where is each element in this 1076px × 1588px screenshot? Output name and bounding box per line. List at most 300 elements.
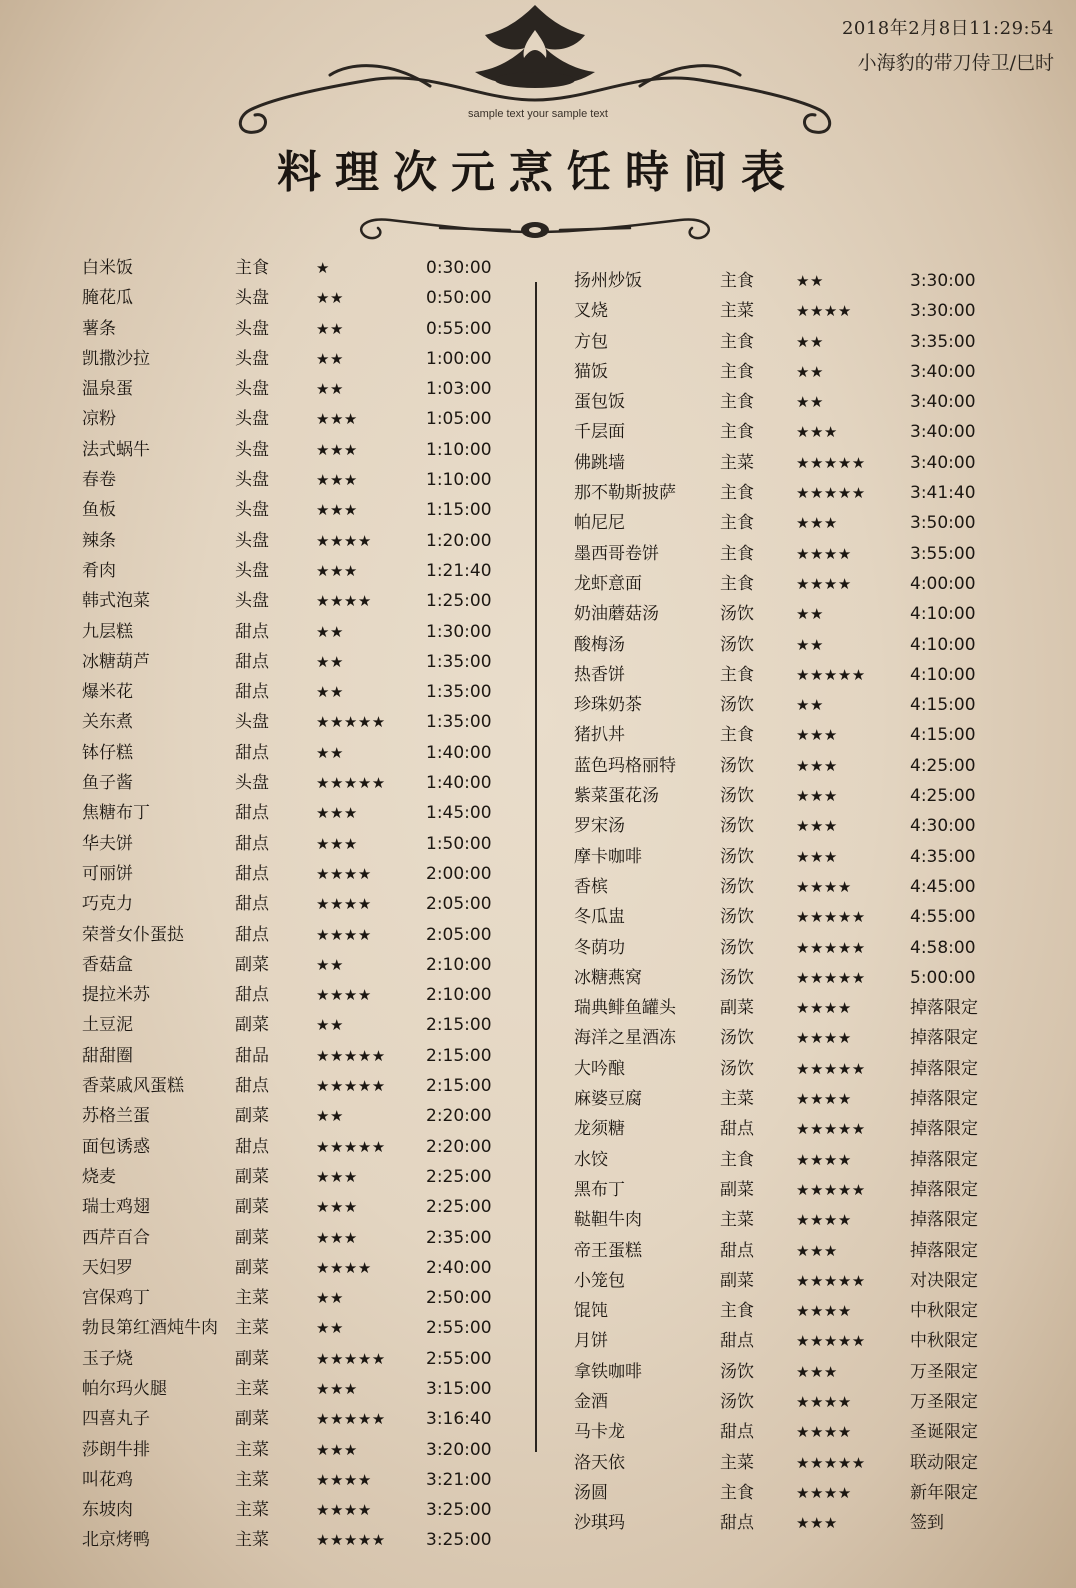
recipe-row	[574, 417, 994, 447]
recipe-stars: ★★★	[796, 514, 838, 533]
recipe-category: 副菜	[235, 954, 269, 975]
recipe-stars: ★★★★	[316, 1501, 372, 1520]
recipe-time: 1:20:00	[426, 530, 492, 551]
recipe-category: 副菜	[235, 1166, 269, 1187]
recipe-stars: ★★★★	[316, 895, 372, 914]
recipe-row	[574, 478, 994, 508]
recipe-category: 副菜	[235, 1227, 269, 1248]
recipe-row	[82, 859, 502, 889]
recipe-row	[82, 1374, 502, 1404]
recipe-category: 头盘	[235, 712, 269, 733]
recipe-time: 2:05:00	[426, 924, 492, 945]
recipe-stars: ★★	[316, 289, 344, 308]
recipe-time: 2:20:00	[426, 1136, 492, 1157]
recipe-row	[574, 296, 994, 326]
recipe-row	[574, 811, 994, 841]
recipe-category: 头盘	[235, 409, 269, 430]
recipe-time: 1:21:40	[426, 560, 492, 581]
recipe-category: 主菜	[235, 1288, 269, 1309]
recipe-stars: ★★★★	[316, 925, 372, 944]
recipe-name: 冬荫功	[574, 937, 625, 958]
ornament-top-flourish-icon	[230, 0, 840, 150]
recipe-time: 2:35:00	[426, 1227, 492, 1248]
recipe-name: 苏格兰蛋	[82, 1106, 150, 1127]
recipe-name: 奶油蘑菇汤	[574, 604, 659, 625]
recipe-row	[82, 1525, 502, 1555]
recipe-stars: ★★★★	[796, 999, 852, 1018]
recipe-category: 头盘	[235, 591, 269, 612]
recipe-name: 华夫饼	[82, 833, 133, 854]
recipe-stars: ★★★	[796, 1514, 838, 1533]
recipe-stars: ★★	[316, 1319, 344, 1338]
recipe-category: 汤饮	[720, 695, 754, 716]
recipe-category: 汤饮	[720, 1058, 754, 1079]
recipe-row	[82, 344, 502, 374]
recipe-name: 叫花鸡	[82, 1469, 133, 1490]
recipe-time: 1:40:00	[426, 742, 492, 763]
recipe-category: 主菜	[235, 1318, 269, 1339]
recipe-name: 北京烤鸭	[82, 1530, 150, 1551]
recipe-row	[574, 508, 994, 538]
recipe-row	[574, 266, 994, 296]
recipe-name: 猪扒丼	[574, 725, 625, 746]
recipe-category: 头盘	[235, 348, 269, 369]
recipe-stars: ★★★	[316, 1379, 358, 1398]
recipe-category: 主食	[720, 361, 754, 382]
recipe-time: 1:35:00	[426, 651, 492, 672]
recipe-stars: ★★	[316, 1016, 344, 1035]
recipe-time: 掉落限定	[910, 1149, 978, 1170]
recipe-category: 头盘	[235, 379, 269, 400]
recipe-stars: ★★★★★	[316, 713, 386, 732]
recipe-name: 荣誉女仆蛋挞	[82, 924, 184, 945]
recipe-time: 3:40:00	[910, 422, 976, 443]
ornament-bottom-flourish-icon	[350, 200, 720, 250]
recipe-stars: ★★★	[316, 804, 358, 823]
recipe-row	[574, 1508, 994, 1538]
recipe-name: 冰糖燕窝	[574, 967, 642, 988]
recipe-row	[574, 993, 994, 1023]
recipe-row	[574, 1478, 994, 1508]
recipe-category: 甜点	[720, 1240, 754, 1261]
recipe-time: 4:25:00	[910, 786, 976, 807]
recipe-stars: ★★★★	[796, 1302, 852, 1321]
recipe-category: 主菜	[235, 1378, 269, 1399]
recipe-category: 主食	[720, 422, 754, 443]
recipe-category: 甜点	[235, 682, 269, 703]
recipe-row	[82, 920, 502, 950]
recipe-category: 甜点	[235, 651, 269, 672]
recipe-category: 副菜	[235, 1106, 269, 1127]
recipe-name: 扬州炒饭	[574, 271, 642, 291]
recipe-time: 掉落限定	[910, 1089, 978, 1110]
recipe-name: 天妇罗	[82, 1257, 133, 1278]
recipe-stars: ★★★★	[796, 544, 852, 563]
recipe-row	[574, 599, 994, 629]
recipe-category: 主食	[720, 392, 754, 413]
recipe-time: 2:25:00	[426, 1197, 492, 1218]
recipe-stars: ★★★	[316, 501, 358, 520]
recipe-name: 叉烧	[574, 301, 608, 322]
recipe-name: 鞑靼牛肉	[574, 1210, 642, 1231]
recipe-row	[82, 1071, 502, 1101]
recipe-name: 香菜戚风蛋糕	[82, 1076, 184, 1097]
recipe-stars: ★★	[796, 332, 824, 351]
recipe-name: 韩式泡菜	[82, 591, 150, 612]
recipe-time: 联动限定	[910, 1452, 978, 1473]
recipe-stars: ★★★	[796, 1362, 838, 1381]
recipe-name: 腌花瓜	[82, 288, 133, 309]
recipe-name: 佛跳墙	[574, 452, 625, 473]
recipe-name: 关东煮	[82, 712, 133, 733]
recipe-name: 春卷	[82, 470, 116, 491]
recipe-row	[82, 465, 502, 495]
recipe-stars: ★★★	[316, 1228, 358, 1247]
recipe-stars: ★★★★★	[796, 453, 866, 472]
recipe-name: 温泉蛋	[82, 379, 133, 400]
recipe-name: 麻婆豆腐	[574, 1089, 642, 1110]
recipe-category: 甜点	[235, 985, 269, 1006]
recipe-name: 白米饭	[82, 258, 133, 278]
recipe-time: 掉落限定	[910, 1119, 978, 1140]
recipe-name: 帕尔玛火腿	[82, 1378, 167, 1399]
recipe-row	[82, 738, 502, 768]
recipe-time: 4:15:00	[910, 725, 976, 746]
recipe-stars: ★★	[796, 272, 824, 290]
recipe-category: 头盘	[235, 470, 269, 491]
recipe-time: 3:50:00	[910, 513, 976, 534]
recipe-name: 可丽饼	[82, 863, 133, 884]
recipe-stars: ★★	[316, 1107, 344, 1126]
recipe-row	[574, 902, 994, 932]
recipe-row	[82, 556, 502, 586]
recipe-time: 圣诞限定	[910, 1422, 978, 1443]
recipe-time: 3:40:00	[910, 361, 976, 382]
recipe-category: 甜点	[235, 863, 269, 884]
recipe-name: 热香饼	[574, 664, 625, 685]
recipe-time: 3:25:00	[426, 1530, 492, 1551]
recipe-time: 2:05:00	[426, 894, 492, 915]
recipe-stars: ★★★★★	[796, 1120, 866, 1139]
recipe-time: 0:30:00	[426, 258, 492, 278]
recipe-stars: ★★	[316, 380, 344, 399]
recipe-category: 汤饮	[720, 816, 754, 837]
recipe-stars: ★★★★	[316, 531, 372, 550]
recipe-time: 1:35:00	[426, 682, 492, 703]
recipe-row	[574, 751, 994, 781]
recipe-stars: ★★★	[316, 440, 358, 459]
recipe-row	[82, 1132, 502, 1162]
recipe-name: 蛋包饭	[574, 392, 625, 413]
recipe-time: 4:35:00	[910, 846, 976, 867]
recipe-category: 主食	[720, 1301, 754, 1322]
recipe-stars: ★★★	[796, 1241, 838, 1260]
recipe-name: 帝王蛋糕	[574, 1240, 642, 1261]
recipe-stars: ★	[316, 259, 330, 277]
recipe-row	[82, 829, 502, 859]
recipe-stars: ★★★★★	[796, 1332, 866, 1351]
recipe-stars: ★★	[796, 605, 824, 624]
recipe-stars: ★★★	[796, 756, 838, 775]
recipe-stars: ★★★	[316, 1440, 358, 1459]
recipe-category: 主菜	[720, 1452, 754, 1473]
recipe-category: 汤饮	[720, 604, 754, 625]
recipe-time: 0:55:00	[426, 318, 492, 339]
recipe-stars: ★★★	[316, 1167, 358, 1186]
recipe-name: 瑞典鲱鱼罐头	[574, 998, 676, 1019]
recipe-row	[82, 253, 502, 283]
recipe-name: 烧麦	[82, 1166, 116, 1187]
sample-text-caption: sample text your sample text	[467, 108, 608, 120]
recipe-name: 沙琪玛	[574, 1513, 625, 1534]
recipe-time: 2:15:00	[426, 1015, 492, 1036]
recipe-category: 主菜	[720, 452, 754, 473]
recipe-row	[574, 539, 994, 569]
recipe-category: 主食	[720, 543, 754, 564]
recipe-category: 副菜	[235, 1409, 269, 1430]
recipe-row	[574, 933, 994, 963]
recipe-category: 汤饮	[720, 876, 754, 897]
recipe-name: 焦糖布丁	[82, 803, 150, 824]
recipe-time: 2:25:00	[426, 1166, 492, 1187]
recipe-stars: ★★	[316, 1289, 344, 1308]
recipe-name: 月饼	[574, 1331, 608, 1352]
recipe-category: 主菜	[235, 1439, 269, 1460]
recipe-name: 香槟	[574, 876, 608, 897]
recipe-name: 摩卡咖啡	[574, 846, 642, 867]
recipe-row	[82, 1283, 502, 1313]
recipe-stars: ★★★	[796, 847, 838, 866]
recipe-category: 汤饮	[720, 755, 754, 776]
recipe-category: 汤饮	[720, 967, 754, 988]
recipe-time: 1:10:00	[426, 439, 492, 460]
recipe-row	[574, 357, 994, 387]
recipe-row	[82, 1495, 502, 1525]
recipe-category: 主食	[720, 1149, 754, 1170]
recipe-category: 主食	[720, 725, 754, 746]
recipe-time: 1:05:00	[426, 409, 492, 430]
recipe-time: 0:50:00	[426, 288, 492, 309]
recipe-time: 2:10:00	[426, 954, 492, 975]
recipe-name: 帕尼尼	[574, 513, 625, 534]
recipe-name: 宫保鸡丁	[82, 1288, 150, 1309]
recipe-time: 4:00:00	[910, 573, 976, 594]
recipe-time: 掉落限定	[910, 1028, 978, 1049]
recipe-category: 汤饮	[720, 1361, 754, 1382]
recipe-category: 甜点	[720, 1513, 754, 1534]
recipe-stars: ★★	[316, 743, 344, 762]
recipe-category: 甜点	[235, 894, 269, 915]
recipe-time: 3:16:40	[426, 1409, 492, 1430]
recipe-name: 勃艮第红酒炖牛肉	[82, 1318, 218, 1339]
recipe-category: 副菜	[235, 1257, 269, 1278]
recipe-row	[574, 842, 994, 872]
recipe-name: 马卡龙	[574, 1422, 625, 1443]
recipe-row	[82, 1313, 502, 1343]
recipe-name: 罗宋汤	[574, 816, 625, 837]
recipe-name: 方包	[574, 331, 608, 352]
recipe-category: 甜点	[235, 1076, 269, 1097]
recipe-time: 2:15:00	[426, 1045, 492, 1066]
recipe-category: 汤饮	[720, 1391, 754, 1412]
recipe-time: 5:00:00	[910, 967, 976, 988]
recipe-category: 主食	[235, 258, 269, 278]
recipe-name: 凯撒沙拉	[82, 348, 150, 369]
recipe-category: 头盘	[235, 773, 269, 794]
recipe-name: 大吟酿	[574, 1058, 625, 1079]
recipe-time: 2:10:00	[426, 985, 492, 1006]
recipe-row	[82, 1041, 502, 1071]
recipe-stars: ★★★★★	[316, 1137, 386, 1156]
recipe-row	[82, 1253, 502, 1283]
recipe-row	[574, 690, 994, 720]
recipe-time: 万圣限定	[910, 1391, 978, 1412]
recipe-category: 汤饮	[720, 846, 754, 867]
recipe-row	[574, 1023, 994, 1053]
recipe-row	[82, 617, 502, 647]
recipe-time: 1:35:00	[426, 712, 492, 733]
recipe-row	[574, 630, 994, 660]
recipe-time: 3:20:00	[426, 1439, 492, 1460]
recipe-stars: ★★★★	[316, 1258, 372, 1277]
recipe-stars: ★★★	[316, 561, 358, 580]
recipe-stars: ★★★★★	[316, 1046, 386, 1065]
recipe-row	[574, 720, 994, 750]
recipe-category: 头盘	[235, 288, 269, 309]
recipe-name: 西芹百合	[82, 1227, 150, 1248]
recipe-row	[574, 1084, 994, 1114]
recipe-name: 墨西哥卷饼	[574, 543, 659, 564]
author-credit: 小海豹的带刀侍卫/巳时	[857, 52, 1054, 74]
recipe-name: 黑布丁	[574, 1179, 625, 1200]
recipe-name: 金酒	[574, 1391, 608, 1412]
recipe-stars: ★★★	[316, 410, 358, 429]
recipe-time: 1:30:00	[426, 621, 492, 642]
recipe-time: 4:30:00	[910, 816, 976, 837]
recipe-row	[82, 526, 502, 556]
recipe-time: 掉落限定	[910, 1179, 978, 1200]
recipe-stars: ★★★★	[796, 1423, 852, 1442]
recipe-row	[574, 569, 994, 599]
recipe-stars: ★★	[796, 362, 824, 381]
recipe-name: 巧克力	[82, 894, 133, 915]
recipe-row	[574, 1114, 994, 1144]
recipe-name: 猫饭	[574, 361, 608, 382]
recipe-name: 爆米花	[82, 682, 133, 703]
recipe-stars: ★★	[316, 319, 344, 338]
recipe-row	[574, 1266, 994, 1296]
right-recipe-column	[574, 266, 994, 1538]
recipe-time: 1:45:00	[426, 803, 492, 824]
recipe-row	[82, 950, 502, 980]
recipe-category: 汤饮	[720, 937, 754, 958]
recipe-stars: ★★★	[796, 423, 838, 442]
recipe-category: 头盘	[235, 560, 269, 581]
recipe-row	[82, 980, 502, 1010]
recipe-row	[82, 1192, 502, 1222]
recipe-name: 龙虾意面	[574, 573, 642, 594]
recipe-category: 副菜	[720, 1179, 754, 1200]
recipe-stars: ★★★★	[796, 1211, 852, 1230]
recipe-time: 4:55:00	[910, 907, 976, 928]
recipe-name: 提拉米苏	[82, 985, 150, 1006]
recipe-time: 4:10:00	[910, 604, 976, 625]
recipe-stars: ★★	[316, 622, 344, 641]
recipe-category: 主食	[720, 513, 754, 534]
recipe-time: 签到	[910, 1513, 944, 1534]
recipe-time: 3:30:00	[910, 301, 976, 322]
recipe-time: 3:25:00	[426, 1500, 492, 1521]
recipe-category: 汤饮	[720, 786, 754, 807]
recipe-time: 3:21:00	[426, 1469, 492, 1490]
recipe-row	[82, 677, 502, 707]
recipe-category: 头盘	[235, 530, 269, 551]
recipe-time: 3:35:00	[910, 331, 976, 352]
recipe-category: 主食	[720, 271, 754, 291]
recipe-row	[82, 1344, 502, 1374]
left-recipe-column	[82, 253, 502, 1556]
recipe-stars: ★★	[796, 696, 824, 715]
recipe-row	[574, 660, 994, 690]
recipe-name: 瑞士鸡翅	[82, 1197, 150, 1218]
recipe-name: 冰糖葫芦	[82, 651, 150, 672]
recipe-time: 4:15:00	[910, 695, 976, 716]
recipe-time: 1:25:00	[426, 591, 492, 612]
recipe-stars: ★★	[796, 635, 824, 654]
recipe-time: 1:15:00	[426, 500, 492, 521]
recipe-name: 紫菜蛋花汤	[574, 786, 659, 807]
recipe-stars: ★★★★	[796, 1150, 852, 1169]
recipe-time: 1:40:00	[426, 773, 492, 794]
recipe-name: 法式蜗牛	[82, 439, 150, 460]
recipe-time: 2:55:00	[426, 1348, 492, 1369]
recipe-row	[82, 798, 502, 828]
recipe-category: 甜点	[235, 924, 269, 945]
recipe-time: 中秋限定	[910, 1331, 978, 1352]
recipe-stars: ★★★★★	[796, 484, 866, 503]
recipe-name: 冬瓜盅	[574, 907, 625, 928]
recipe-time: 1:00:00	[426, 348, 492, 369]
recipe-time: 2:15:00	[426, 1076, 492, 1097]
recipe-row	[82, 374, 502, 404]
recipe-row	[82, 1404, 502, 1434]
recipe-time: 中秋限定	[910, 1301, 978, 1322]
recipe-name: 洛天依	[574, 1452, 625, 1473]
recipe-row	[82, 435, 502, 465]
recipe-category: 主菜	[720, 301, 754, 322]
recipe-time: 万圣限定	[910, 1361, 978, 1382]
recipe-time: 3:30:00	[910, 271, 976, 291]
recipe-time: 1:10:00	[426, 470, 492, 491]
recipe-category: 主菜	[720, 1089, 754, 1110]
recipe-name: 玉子烧	[82, 1348, 133, 1369]
recipe-name: 水饺	[574, 1149, 608, 1170]
recipe-category: 甜点	[235, 1136, 269, 1157]
recipe-category: 甜品	[235, 1045, 269, 1066]
recipe-row	[574, 448, 994, 478]
recipe-time: 2:55:00	[426, 1318, 492, 1339]
recipe-stars: ★★★	[316, 1198, 358, 1217]
recipe-stars: ★★★★	[316, 1470, 372, 1489]
recipe-stars: ★★★★	[316, 592, 372, 611]
recipe-time: 2:50:00	[426, 1288, 492, 1309]
recipe-category: 副菜	[720, 1270, 754, 1291]
recipe-stars: ★★★	[316, 834, 358, 853]
recipe-time: 1:50:00	[426, 833, 492, 854]
recipe-category: 主菜	[235, 1500, 269, 1521]
recipe-stars: ★★★★★	[796, 1453, 866, 1472]
recipe-name: 汤圆	[574, 1482, 608, 1503]
